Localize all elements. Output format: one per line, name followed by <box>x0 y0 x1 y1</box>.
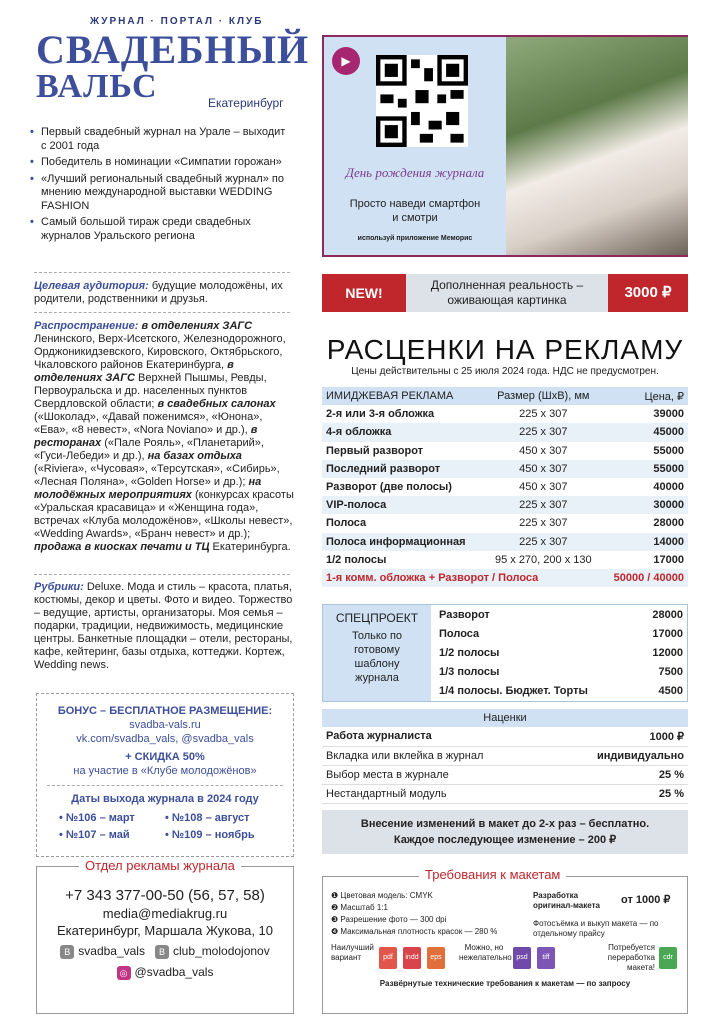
indd-icon: indd <box>403 947 421 969</box>
logo-title-2: ВАЛЬС <box>36 68 158 105</box>
cell: 30000 <box>601 496 688 514</box>
dist-text: («Riviera», «Чусовая», «Терсутская», «Сибирь», «Лесная Поляна», «Golden Horse» и др.); <box>34 463 280 488</box>
ok-label: Можно, но нежелательно <box>459 943 512 962</box>
special-table <box>435 605 687 701</box>
col-header: ИМИДЖЕВАЯ РЕКЛАМА <box>322 387 485 405</box>
cell: Вкладка или вклейка в журнал <box>322 746 554 765</box>
cell: 25 % <box>554 765 688 784</box>
tiff-icon: tiff <box>537 947 555 969</box>
dist-text: Ленинского, Верх-Исетского, Железнодорожного, Орджоникидзевского, Кировского, Октябрьского, Чкаловского районов Екатеринбурга, <box>34 333 286 371</box>
table-row <box>322 478 688 496</box>
pdf-icon: pdf <box>379 947 397 969</box>
cell: Нестандартный модуль <box>322 784 554 803</box>
social-row-2 <box>37 965 293 980</box>
cell: 17000 <box>652 627 683 640</box>
cell: 28000 <box>653 517 684 530</box>
cell: 17000 <box>653 553 684 566</box>
cell: 45000 <box>601 423 688 441</box>
ar-text1: Дополненная реальность – <box>430 278 584 292</box>
audience-text: будущие молодожёны, их родители, родственники и друзья. <box>34 280 283 305</box>
col-header: Цена, ₽ <box>601 387 688 405</box>
bonus-link-site[interactable]: svadba-vals.ru <box>129 719 201 731</box>
list-item: • Победитель в номинации «Симпатии горожан» <box>30 156 292 170</box>
rates-title: РАСЦЕНКИ НА РЕКЛАМУ <box>326 334 684 365</box>
ar-instruction <box>324 197 506 225</box>
psd-icon: psd <box>513 947 531 969</box>
list-item: • №108 – август <box>165 812 250 824</box>
cell: VIP-полоса <box>322 496 485 514</box>
issues-list <box>37 810 293 844</box>
cell: 4-я обложка <box>322 423 485 441</box>
table-row <box>322 514 688 532</box>
table-row <box>322 533 688 551</box>
discount-text: на участие в «Клубе молодожёнов» <box>73 765 257 777</box>
table-row <box>322 460 688 478</box>
city-label: Екатеринбург <box>208 96 284 110</box>
cell: 39000 <box>653 408 684 421</box>
cell: 12000 <box>652 646 683 659</box>
cell: 14000 <box>601 533 688 551</box>
changes-line2: Каждое последующее изменение – 200 ₽ <box>393 834 617 846</box>
divider <box>34 574 290 575</box>
social-row <box>37 944 293 959</box>
rates-subtitle: Цены действительны с 25 июля 2024 года. НДС не предусмотрен. <box>351 366 659 377</box>
cell: 225 х 307 <box>485 496 601 514</box>
req-item: ❶ Цветовая модель: CMYK <box>331 891 433 900</box>
table-row-highlight <box>322 569 688 587</box>
req-footer: Развёрнутые технические требования к макетам — по запросу <box>379 979 631 988</box>
cell: 28000 <box>652 608 683 621</box>
cell: Полоса информационная <box>322 533 485 551</box>
features-list <box>30 126 292 246</box>
table-row <box>322 423 688 441</box>
ar-description <box>406 274 608 312</box>
dist-part: на базах отдыха <box>147 450 242 462</box>
dist-part: на молодёжных мероприятиях <box>34 476 262 501</box>
cell: 225 х 307 <box>485 533 601 551</box>
vk-icon: B <box>60 945 74 959</box>
ar-line2: и смотри <box>392 212 438 224</box>
distribution-label: Распространение: <box>34 320 139 332</box>
special-project-label <box>323 605 431 701</box>
divider <box>47 785 283 786</box>
req-item: ❹ Максимальная плотность красок — 280 % <box>331 927 498 936</box>
cell: 55000 <box>601 460 688 478</box>
cell: 55000 <box>653 444 684 457</box>
phone-link[interactable]: +7 343 377-00-50 (56, 57, 58) <box>65 887 265 904</box>
cell: Разворот <box>439 608 490 621</box>
cell: Разворот (две полосы) <box>326 481 452 494</box>
best-label: Наилучший вариант <box>331 943 374 962</box>
special-project-box <box>322 604 688 702</box>
design-price: от 1000 ₽ <box>621 894 671 906</box>
table-row <box>322 442 688 460</box>
cell: 2-я или 3-я обложка <box>326 408 435 421</box>
cell: Первый разворот <box>326 444 424 457</box>
cell: 450 х 307 <box>519 444 568 457</box>
list-item: • «Лучший региональный свадебный журнал» по мнению международной выставки WEDDING FASHION <box>30 173 292 214</box>
cell: 95 х 270, 200 х 130 <box>494 553 592 566</box>
address-text: Екатеринбург, Маршала Жукова, 10 <box>56 923 274 938</box>
table-row <box>322 405 688 423</box>
dist-part: в ресторанах <box>34 424 258 449</box>
rates-table <box>322 387 688 587</box>
table-row <box>435 663 687 682</box>
ar-promo <box>322 35 688 257</box>
list-item: • Первый свадебный журнал на Урале – выходит с 2001 года <box>30 126 292 153</box>
cell: Последний разворот <box>322 460 485 478</box>
changes-line1: Внесение изменений в макет до 2-х раз – бесплатно. <box>360 818 650 830</box>
bonus-title: БОНУС – БЕСПЛАТНОЕ РАЗМЕЩЕНИЕ: <box>57 705 273 717</box>
audience-label: Целевая аудитория: <box>34 280 149 292</box>
cell: 1000 ₽ <box>554 727 688 746</box>
cell: Выбор места в журнале <box>322 765 554 784</box>
cell: 25 % <box>554 784 688 803</box>
contact-box <box>36 858 294 1014</box>
cell: 225 х 307 <box>485 423 601 441</box>
table-row <box>322 784 688 803</box>
eps-icon: eps <box>427 947 445 969</box>
table-row <box>322 727 688 746</box>
list-item: • №107 – май <box>59 829 130 841</box>
distribution-block <box>34 320 296 554</box>
changes-note <box>322 810 688 854</box>
dist-part: продажа в киосках печати и ТЦ <box>34 541 210 553</box>
video-icon: ▶ <box>332 47 360 75</box>
photo-note: Фотосъёмка и выкуп макета — по отдельному прайсу <box>533 919 659 938</box>
new-badge: NEW! <box>322 274 406 312</box>
special-note: Только по готовому шаблону журнала <box>351 630 403 684</box>
list-item: • №106 – март <box>59 812 135 824</box>
design-label: Разработка оригинал-макета <box>533 891 600 910</box>
audience-block <box>34 280 296 306</box>
bonus-link-vk[interactable]: vk.com/svadba_vals, @svadba_vals <box>76 733 254 745</box>
cell: 450 х 307 <box>519 481 568 494</box>
bonus-box <box>36 693 294 857</box>
table-row <box>435 605 687 624</box>
table-row <box>435 624 687 643</box>
dist-text: («Пале Рояль», «Планетарий», «Гуси-Лебеди» и др.), <box>34 437 264 462</box>
list-item: • Самый большой тираж среди свадебных журналов Уральского региона <box>30 216 292 243</box>
table-row <box>322 551 688 569</box>
contact-title: Отдел рекламы журнала <box>79 858 241 873</box>
cell: Полоса <box>439 627 480 640</box>
cell: 40000 <box>653 481 684 494</box>
email-link[interactable]: media@mediakrug.ru <box>102 906 228 921</box>
discount-title: + СКИДКА 50% <box>125 751 205 763</box>
bride-photo <box>506 37 688 255</box>
rubrics-label: Рубрики: <box>34 581 84 593</box>
rubrics-text: Deluxe. Мода и стиль – красота, платья, костюмы, декор и цветы. Фото и видео. Торжество – ведущие, артисты, организаторы. Моя семья – подарки, традиции, недвижимость, медицинские центры. Банкетные площадки – отели, рестораны, кафе, кейтеринг, базы отдыха, коттеджи. Кортеж, Wedding news. <box>34 581 293 671</box>
dist-part: в отделениях ЗАГС <box>141 320 253 332</box>
special-title: СПЕЦПРОЕКТ <box>335 611 419 625</box>
dist-part: в отделениях ЗАГС <box>34 359 234 384</box>
requirements-title: Требования к макетам <box>419 867 566 882</box>
markups-table <box>322 709 688 804</box>
instagram-icon: ◎ <box>117 966 131 980</box>
cell: индивидуально <box>554 746 688 765</box>
req-item: ❸ Разрешение фото — 300 dpi <box>331 915 447 924</box>
vk-icon: B <box>155 945 169 959</box>
table-header <box>322 387 688 405</box>
cell: Полоса <box>326 517 367 530</box>
cell: Работа журналиста <box>322 727 554 746</box>
social-link-instagram[interactable]: @svadba_vals <box>134 964 214 979</box>
cell: 225 х 307 <box>519 408 568 421</box>
cell: 1/2 полосы <box>439 646 500 659</box>
ar-text2: оживающая картинка <box>447 293 567 307</box>
req-item: ❷ Масштаб 1:1 <box>331 903 388 912</box>
table-header <box>322 709 688 727</box>
rubrics-block <box>34 581 296 672</box>
cell: 1/3 полосы <box>439 666 500 679</box>
dates-title: Даты выхода журнала в 2024 году <box>71 793 259 805</box>
dist-text: (конкурсах красоты «Уральская красавица» и «Женщина года», встречах «Клуба молодожёнов», «Школы невест», «Wedding Awards», «Бранч невест» и др.); <box>34 489 294 540</box>
col-header: Наценки <box>322 709 688 727</box>
cell: 1/2 полосы <box>326 553 387 566</box>
list-item: • №109 – ноябрь <box>165 829 255 841</box>
cell: 50000 / 40000 <box>601 569 688 587</box>
dist-text: («Шоколад», «Давай поженимся», «Юнона», «Ева», «8 невест», «Nora Noviano» и др.), <box>34 411 263 436</box>
col-header: Размер (ШхВ), мм <box>485 387 601 405</box>
logo-title: СВАДЕБНЫЙ <box>36 27 310 72</box>
dist-text: Верхней Пышмы, Ревды, Первоуральска и др. населенных пунктов Свердловской области; <box>34 372 267 410</box>
fix-label: Потребуется переработка макета! <box>607 943 655 972</box>
cell: 225 х 307 <box>519 517 568 530</box>
cdr-icon: cdr <box>659 947 677 969</box>
table-row <box>322 746 688 765</box>
cell: 1/4 полосы. Бюджет. Торты <box>439 685 588 698</box>
table-row <box>435 643 687 662</box>
requirements-box <box>322 867 688 1014</box>
divider <box>34 312 290 313</box>
ar-app-note: используй приложение Меморис <box>357 235 473 242</box>
tagline: ЖУРНАЛ · ПОРТАЛ · КЛУБ <box>90 16 264 27</box>
dist-text: Екатеринбурга. <box>209 541 291 553</box>
social-link-club[interactable]: club_molodojonov <box>173 944 270 958</box>
table-row <box>322 496 688 514</box>
ar-price: 3000 ₽ <box>608 274 688 312</box>
qr-code[interactable] <box>376 55 468 147</box>
ar-title: День рождения журнала <box>345 165 485 180</box>
social-link-svadba[interactable]: svadba_vals <box>78 944 145 958</box>
cell: 4500 <box>658 685 683 698</box>
ar-line1: Просто наведи смартфон <box>349 198 481 210</box>
cell: 1-я комм. обложка + Разворот / Полоса <box>322 569 601 587</box>
table-row <box>322 765 688 784</box>
dist-part: в свадебных салонах <box>157 398 276 410</box>
cell: 7500 <box>658 666 683 679</box>
divider <box>34 272 290 273</box>
table-row <box>435 682 687 701</box>
cell: 450 х 307 <box>485 460 601 478</box>
